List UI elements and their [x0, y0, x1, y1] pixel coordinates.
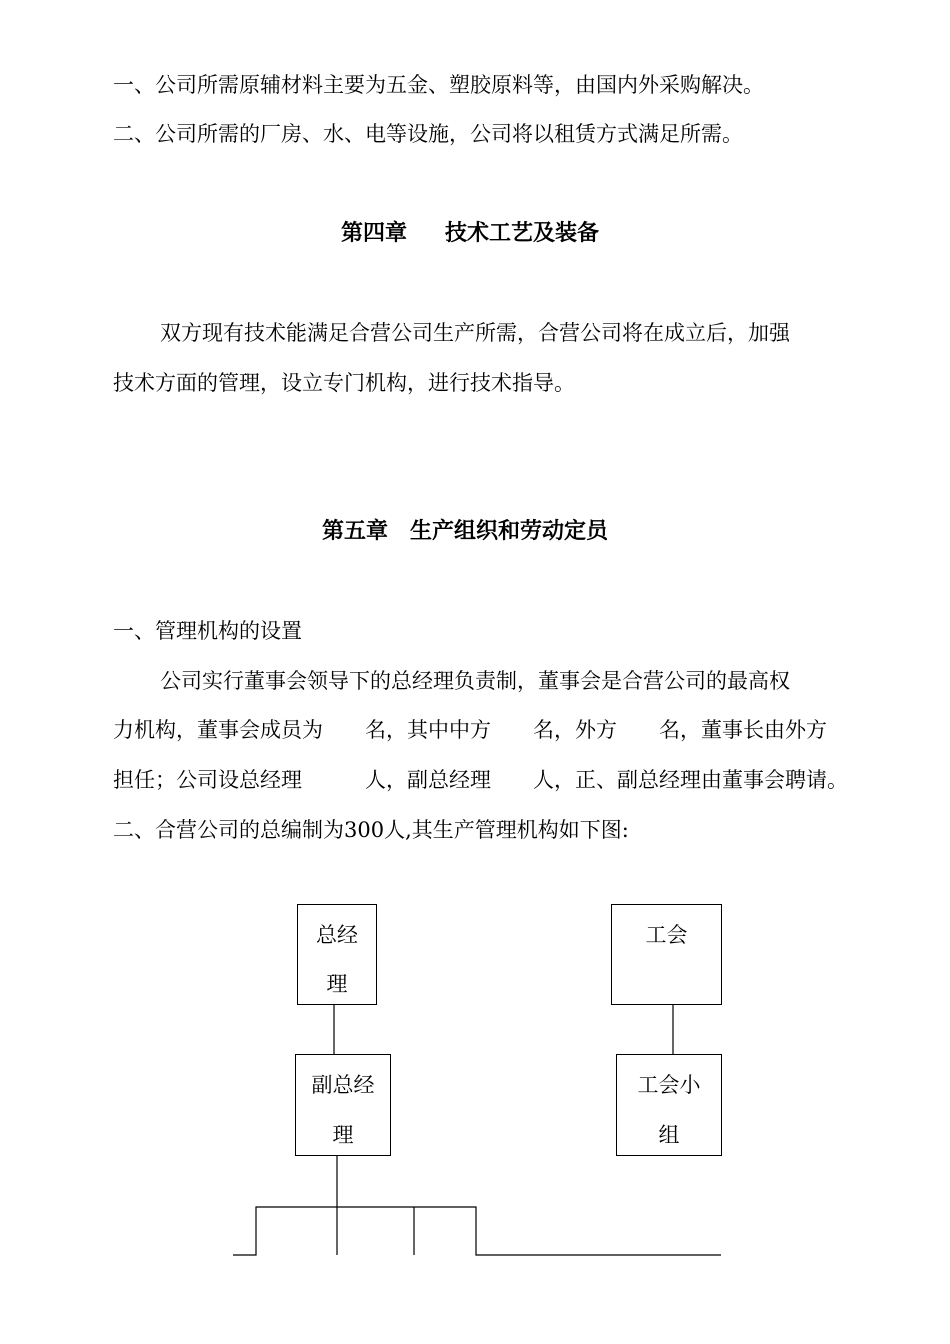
chapter4-number: 第四章	[341, 221, 408, 246]
org-box-union	[611, 904, 722, 1005]
section1-line2: 力机构，董事会成员为 名，其中中方 名，外方 名，董事长由外方	[113, 718, 827, 742]
section2-title: 二、合营公司的总编制为300人,其生产管理机构如下图:	[113, 818, 629, 842]
org-box-general-manager-line2: 理	[326, 972, 348, 996]
org-box-deputy-general-manager	[295, 1054, 391, 1156]
section1-title: 一、管理机构的设置	[113, 619, 302, 643]
connector-department-branches	[233, 1207, 721, 1255]
org-box-union-line1: 工会	[645, 923, 688, 947]
org-box-deputy-line1: 副总经	[311, 1073, 375, 1097]
chapter4-title: 技术工艺及装备	[445, 221, 600, 246]
chapter4-body-line2: 技术方面的管理，设立专门机构，进行技术指导。	[113, 371, 575, 395]
org-box-general-manager-line1: 总经	[316, 923, 358, 947]
section1-line1: 公司实行董事会领导下的总经理负责制，董事会是合营公司的最高权	[160, 669, 790, 693]
paragraph-raw-materials: 一、公司所需原辅材料主要为五金、塑胶原料等，由国内外采购解决。	[113, 73, 764, 97]
chapter5-title: 生产组织和劳动定员	[410, 519, 609, 544]
org-box-general-manager	[297, 904, 377, 1005]
org-box-union-group	[616, 1054, 722, 1156]
chapter5-number: 第五章	[322, 519, 389, 544]
org-box-deputy-line2: 理	[332, 1123, 354, 1147]
paragraph-facilities: 二、公司所需的厂房、水、电等设施，公司将以租赁方式满足所需。	[113, 122, 743, 146]
org-box-union-group-line1: 工会小	[637, 1073, 701, 1097]
chapter4-body-line1: 双方现有技术能满足合营公司生产所需，合营公司将在成立后，加强	[160, 321, 790, 345]
org-box-union-group-line2: 组	[658, 1123, 680, 1147]
section1-line3: 担任；公司设总经理 人，副总经理 人，正、副总经理由董事会聘请。	[113, 768, 848, 792]
